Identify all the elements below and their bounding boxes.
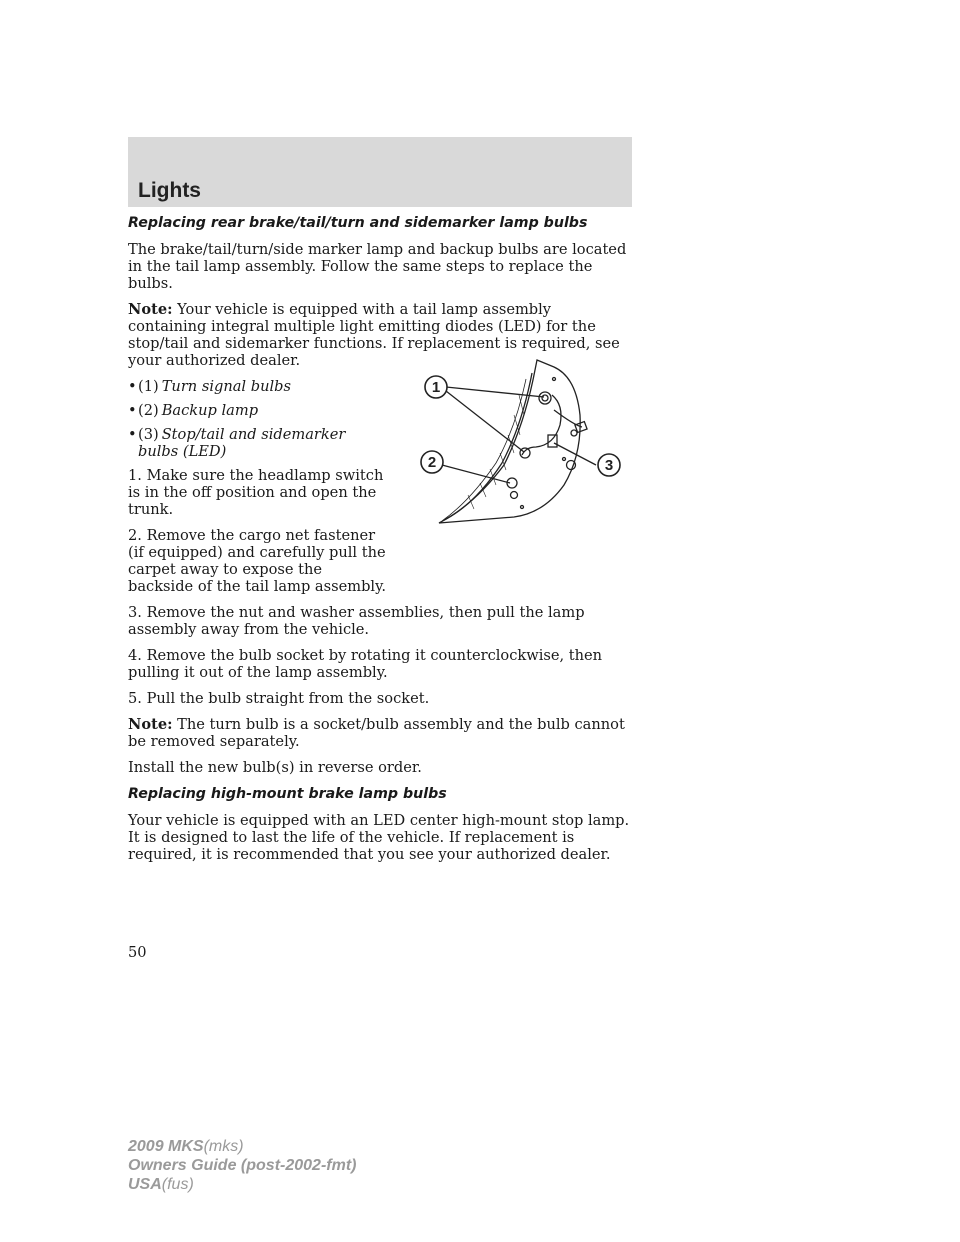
step-1: 1. Make sure the headlamp switch is in the off position and open the trunk. [128, 467, 384, 518]
rear-lamp-heading: Replacing rear brake/tail/turn and sidemarker lamp bulbs [128, 215, 588, 231]
page-number: 50 [128, 944, 147, 961]
step-3: 3. Remove the nut and washer assemblies, then pull the lamp assembly away from the vehicle. [128, 604, 585, 638]
high-mount-heading: Replacing high-mount brake lamp bulbs [128, 786, 447, 802]
socket-stop [548, 435, 557, 447]
intro-paragraph: The brake/tail/turn/side marker lamp and backup bulbs are located in the tail lamp assembly. Follow the same steps to replace the bulbs. [128, 241, 627, 292]
note2-paragraph [128, 716, 634, 750]
step-2: 2. Remove the cargo net fastener (if equipped) and carefully pull the carpet away to expose the backside of the tail lamp assembly. [128, 527, 387, 595]
section-title: Lights [138, 179, 201, 202]
note-text: Your vehicle is equipped with a tail lamp assembly containing integral multiple light emitting diodes (LED) for the stop/tail and sidemarker functions. If replacement is required, see your authorized dealer. [128, 301, 620, 369]
step-5: 5. Pull the bulb straight from the socket. [128, 690, 430, 707]
document-footer: 2009 MKS(mks) Owners Guide (post-2002-fmt) USA(fus) [128, 1138, 357, 1193]
note-label: Note: [128, 301, 173, 318]
bullet-stop-tail: • (3) Stop/tail and sidemarker bulbs (LED) [128, 426, 346, 460]
note2-label: Note: [128, 716, 173, 733]
tail-lamp-diagram [404, 355, 634, 527]
bulb-list-and-steps [128, 378, 390, 595]
page-content [128, 214, 634, 872]
install-paragraph: Install the new bulb(s) in reverse order. [128, 759, 422, 776]
bullet-turn-signal: • (1) Turn signal bulbs [128, 378, 291, 395]
high-mount-paragraph: Your vehicle is equipped with an LED center high-mount stop lamp. It is designed to last the life of the vehicle. If replacement is required, it is recommended that you see your authorized dealer. [128, 812, 630, 863]
step-4: 4. Remove the bulb socket by rotating it counterclockwise, then pulling it out of the lamp assembly. [128, 647, 603, 681]
callout-1-label: 1 [431, 379, 441, 396]
wiring-harness [522, 395, 561, 455]
callout-3-label: 3 [604, 457, 614, 474]
socket-upper [539, 392, 551, 404]
callout-2-leader [442, 465, 510, 483]
bullet-backup-lamp: • (2) Backup lamp [128, 402, 259, 419]
note2-text: The turn bulb is a socket/bulb assembly and the bulb cannot be removed separately. [128, 716, 625, 750]
section-header-bar [128, 137, 632, 207]
callout-2-label: 2 [427, 454, 437, 471]
